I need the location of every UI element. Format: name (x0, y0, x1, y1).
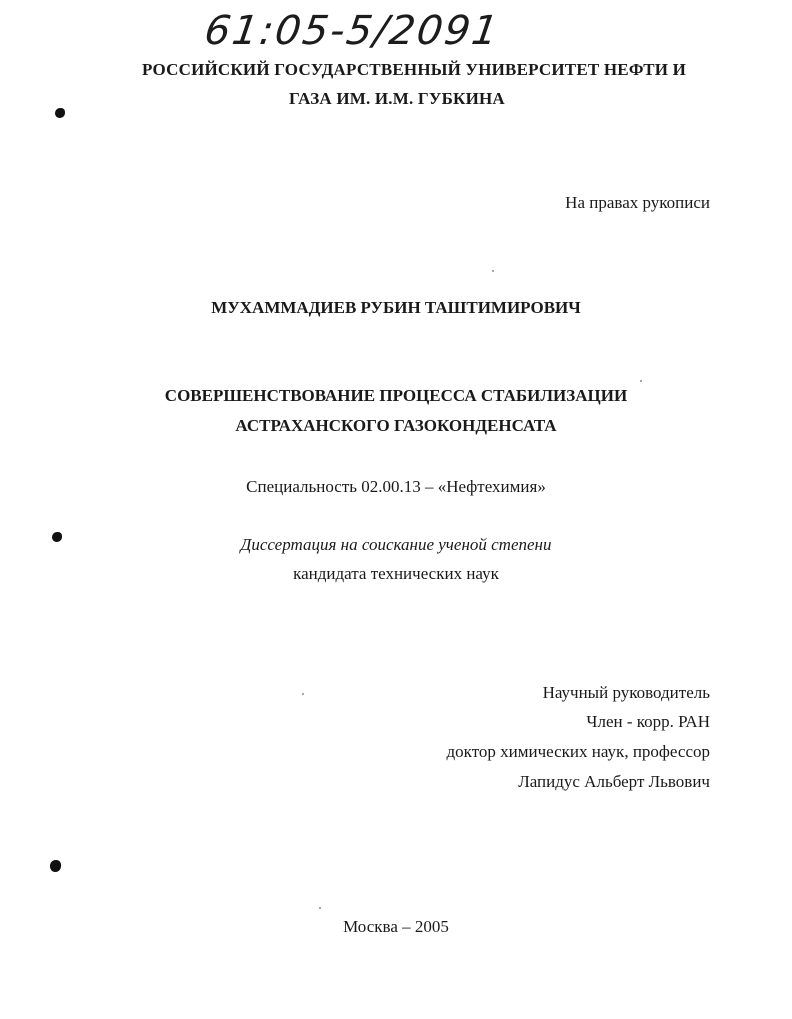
scan-speck (640, 380, 642, 382)
punch-hole-mark (50, 860, 61, 872)
scan-speck (319, 907, 321, 909)
university-name-line1: РОССИЙСКИЙ ГОСУДАРСТВЕННЫЙ УНИВЕРСИТЕТ НЕФТИ И (142, 60, 687, 79)
scan-speck (492, 270, 494, 272)
dissertation-degree-line2: кандидата технических наук (293, 564, 499, 583)
supervisor-name: Лапидус Альберт Львович (518, 772, 710, 791)
dissertation-degree-line1: Диссертация на соискание ученой степени (240, 535, 552, 554)
supervisor-label: Научный руководитель (542, 683, 710, 702)
manuscript-rights-note: На правах рукописи (565, 193, 710, 212)
handwritten-archive-code: 61:05-5/2091 (201, 8, 503, 54)
supervisor-degree: доктор химических наук, профессор (446, 742, 710, 761)
city-year: Москва – 2005 (343, 917, 449, 936)
author-name: МУХАММАДИЕВ РУБИН ТАШТИМИРОВИЧ (211, 298, 581, 317)
punch-hole-mark (52, 532, 62, 542)
dissertation-title-line1: СОВЕРШЕНСТВОВАНИЕ ПРОЦЕССА СТАБИЛИЗАЦИИ (164, 386, 628, 405)
university-name-line2: ГАЗА ИМ. И.М. ГУБКИНА (289, 89, 505, 108)
scan-speck (302, 693, 304, 695)
dissertation-title-line2: АСТРАХАНСКОГО ГАЗОКОНДЕНСАТА (235, 416, 557, 435)
supervisor-rank: Член - корр. РАН (586, 712, 710, 731)
punch-hole-mark (55, 108, 65, 118)
specialty-line: Специальность 02.00.13 – «Нефтехимия» (246, 477, 546, 496)
